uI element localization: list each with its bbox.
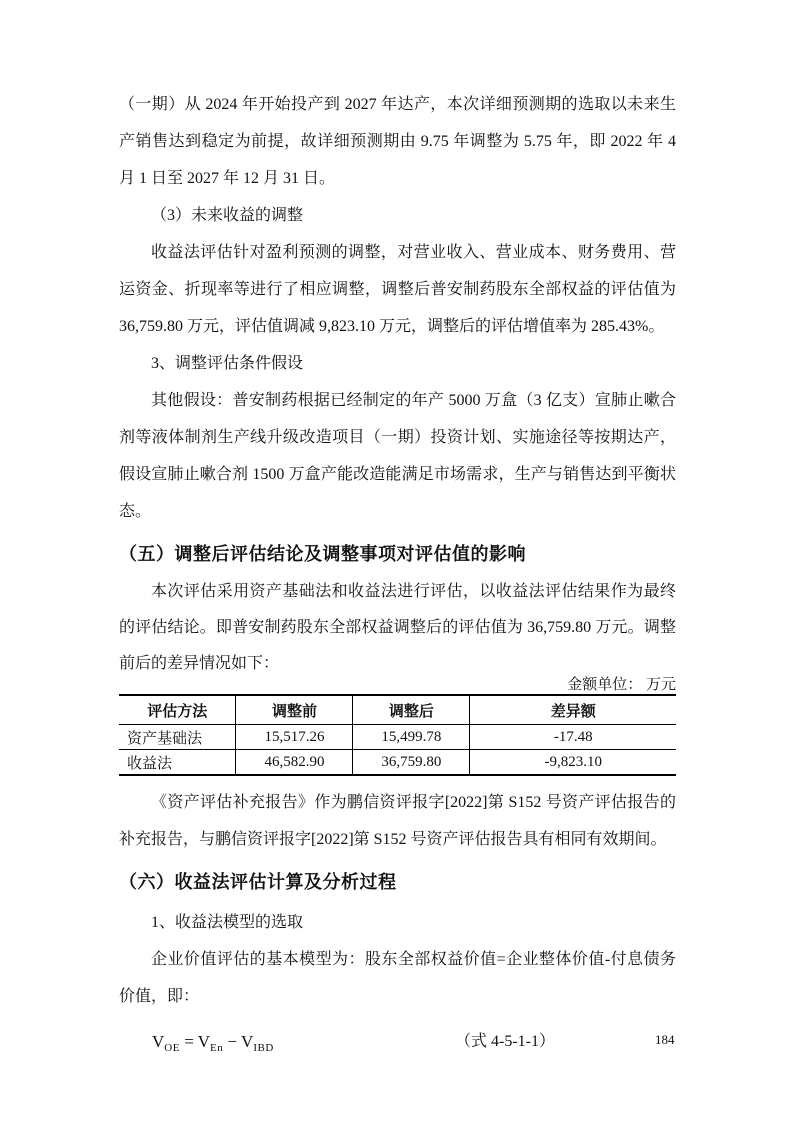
table-cell-after: 15,499.78 [353,725,470,750]
formula-var: V [152,1032,165,1051]
table-header-before: 调整前 [236,695,353,725]
subheading-assumption-adjustment: 3、调整评估条件假设 [151,355,304,372]
table-header-row [119,695,676,725]
table-row [119,725,676,750]
formula-operator: − [223,1032,242,1051]
equity-value-formula [152,1032,274,1054]
table-cell-method: 资产基础法 [119,725,236,750]
paragraph-basic-model: 企业价值评估的基本模型为：股东全部权益价值=企业整体价值-付息债务价值，即： [119,951,676,1005]
section-heading-5: （五）调整后评估结论及调整事项对评估值的影响 [119,544,526,564]
table-cell-diff: -17.48 [470,725,676,750]
table-header-diff: 差异额 [470,695,676,725]
formula-subscript: IBD [253,1042,274,1054]
table-cell-after: 36,759.80 [353,750,470,776]
paragraph-forecast-period: （一期）从 2024 年开始投产到 2027 年达产，本次详细预测期的选取以未来生产销售达到稳定为前提，故详细预测期由 9.75 年调整为 5.75 年，即 2022 年 4 月 1 日至 2027 年 12 月 31 日。 [119,96,676,187]
subheading-future-income-adjustment: （3）未来收益的调整 [151,207,304,224]
page-number: 184 [655,1032,675,1047]
table-header-after: 调整后 [353,695,470,725]
formula-operator: = [179,1032,198,1051]
formula-var: V [197,1032,211,1051]
page-content [119,86,676,1059]
paragraph-other-assumptions: 其他假设：普安制药根据已经制定的年产 5000 万盒（3 亿支）宣肺止嗽合剂等液体制剂生产线升级改造项目（一期）投资计划、实施途径等按期达产，假设宣肺止嗽合剂 1500 万盒产能改造能满足市场需求，生产与销售达到平衡状态。 [119,392,676,520]
paragraph-income-method-adjustment: 收益法评估针对盈利预测的调整，对营业收入、营业成本、财务费用、营运资金、折现率等进行了相应调整，调整后普安制药股东全部权益的评估值为 36,759.80 万元，评估值调减 9,823.10 万元，调整后的评估增值率为 285.43%。 [119,244,676,335]
table-cell-method: 收益法 [119,750,236,776]
paragraph-conclusion: 本次评估采用资产基础法和收益法进行评估，以收益法评估结果作为最终的评估结论。即普安制药股东全部权益调整后的评估值为 36,759.80 万元。调整前后的差异情况如下： [119,583,676,672]
valuation-comparison-table [119,694,676,776]
table-cell-before: 15,517.26 [236,725,353,750]
formula-var: V [241,1032,254,1051]
formula-equation-number: （式 4-5-1-1） [455,1033,555,1050]
formula-subscript: En [210,1042,224,1054]
table-row [119,750,676,776]
table-cell-diff: -9,823.10 [470,750,676,776]
paragraph-supplement-report: 《资产评估补充报告》作为鹏信资评报字[2022]第 S152 号资产评估报告的补充报告，与鹏信资评报字[2022]第 S152 号资产评估报告具有相同有效期间。 [119,794,676,848]
table-unit-label: 金额单位： 万元 [567,677,676,693]
table-header-method: 评估方法 [119,695,236,725]
subheading-model-selection: 1、收益法模型的选取 [151,914,304,931]
table-cell-before: 46,582.90 [236,750,353,776]
formula-subscript: OE [164,1042,180,1054]
section-heading-6: （六）收益法评估计算及分析过程 [119,872,397,892]
formula-row [119,1025,676,1059]
